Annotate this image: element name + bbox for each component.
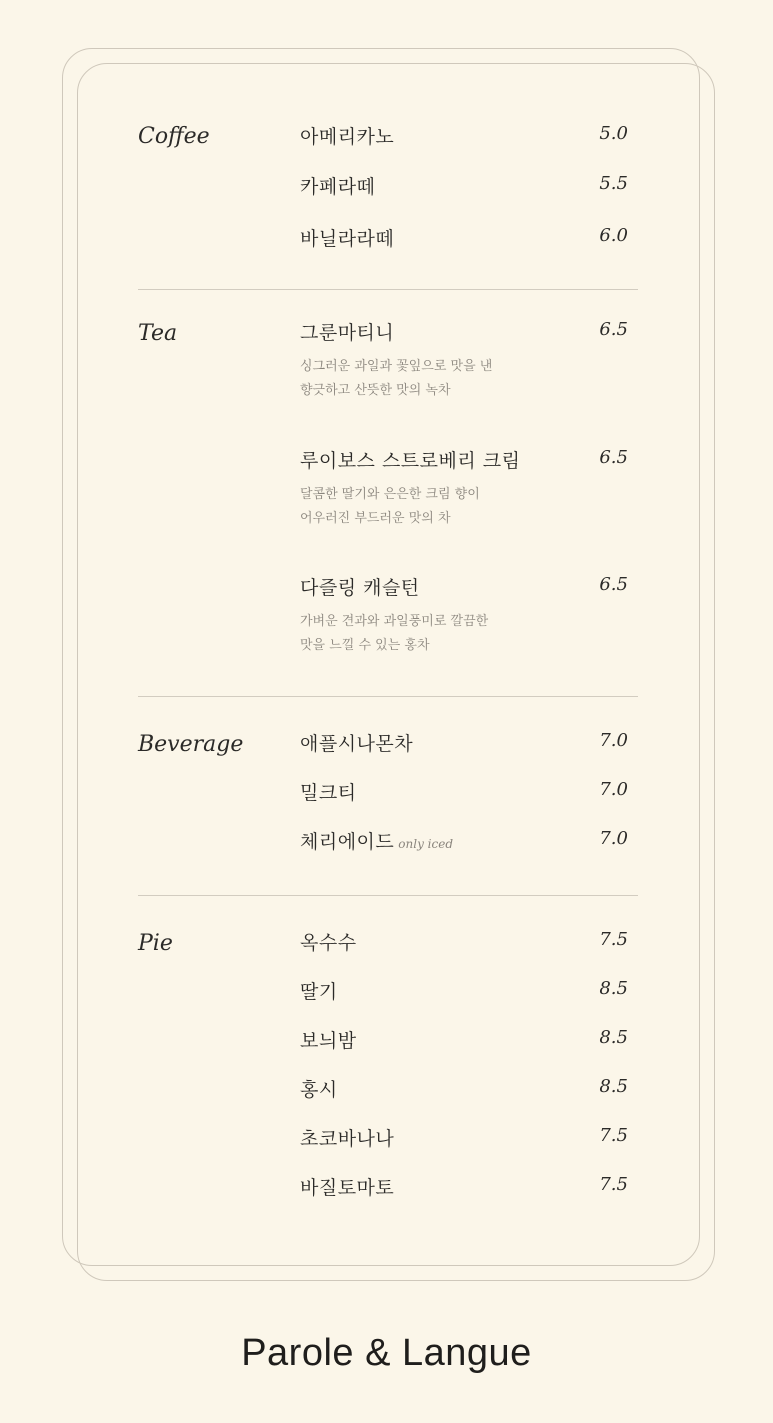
menu-item [300,573,628,658]
menu-item [300,977,628,1004]
item-price: 7.0 [599,828,628,849]
item-price: 7.5 [599,929,628,950]
menu-item [300,224,628,251]
item-price: 6.5 [599,447,628,468]
menu-item [300,1173,628,1200]
item-description: 가벼운 견과와 과일풍미로 깔끔한 맛을 느낄 수 있는 홍차 [300,614,489,653]
menu-item [300,446,628,531]
item-price: 6.5 [599,574,628,595]
menu-item [300,318,628,403]
item-name: 보늬밤 [300,1030,357,1052]
item-description: 싱그러운 과일과 꽃잎으로 맛을 낸 향긋하고 산뜻한 맛의 녹차 [300,359,493,398]
menu-item [300,729,628,756]
item-price: 6.0 [599,225,628,246]
menu-item [300,778,628,805]
item-name: 초코바나나 [300,1128,395,1150]
menu-item [300,827,628,854]
item-price: 6.5 [599,319,628,340]
item-name: 홍시 [300,1079,338,1101]
item-name: 바질토마토 [300,1177,395,1199]
item-price: 8.5 [599,1027,628,1048]
category-title: Tea [138,321,178,346]
item-name: 그룬마티니 [300,322,395,344]
item-name: 옥수수 [300,932,357,954]
item-name: 애플시나몬차 [300,733,414,755]
item-price: 8.5 [599,978,628,999]
menu-item [300,122,628,149]
item-name: 체리에이드 [300,831,395,853]
menu-item [300,1075,628,1102]
item-name: 카페라떼 [300,176,376,198]
item-name: 밀크티 [300,782,357,804]
menu-item [300,172,628,199]
item-name: 딸기 [300,981,338,1003]
section-divider [138,895,638,896]
item-name: 루이보스 스트로베리 크림 [300,450,521,472]
item-description: 달콤한 딸기와 은은한 크림 향이 어우러진 부드러운 맛의 차 [300,487,480,526]
brand-name: Parole & Langue [241,1332,532,1374]
item-price: 7.5 [599,1174,628,1195]
category-title: Pie [138,931,173,956]
section-divider [138,696,638,697]
item-price: 5.5 [599,173,628,194]
item-price: 7.0 [599,779,628,800]
section-divider [138,289,638,290]
item-price: 7.5 [599,1125,628,1146]
item-note: only iced [398,837,454,851]
item-name: 바닐라라떼 [300,228,395,250]
item-price: 7.0 [599,730,628,751]
menu-item [300,928,628,955]
menu-item [300,1026,628,1053]
category-title: Coffee [138,124,210,149]
menu-item [300,1124,628,1151]
item-price: 5.0 [599,123,628,144]
item-price: 8.5 [599,1076,628,1097]
category-title: Beverage [138,732,244,757]
item-name: 다즐링 캐슬턴 [300,577,420,599]
item-name: 아메리카노 [300,126,395,148]
